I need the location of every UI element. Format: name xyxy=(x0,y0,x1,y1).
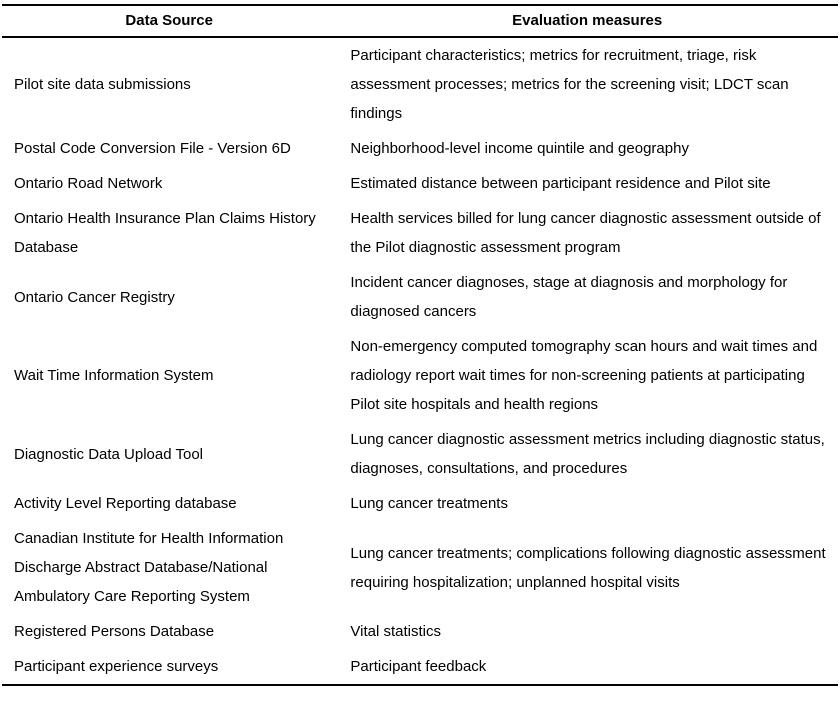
table-row xyxy=(2,131,838,166)
evaluation-measures-cell: Estimated distance between participant residence and Pilot site xyxy=(350,175,771,192)
table-row xyxy=(2,614,838,649)
evaluation-measures-cell: Vital statistics xyxy=(350,623,441,640)
data-source-cell: Diagnostic Data Upload Tool xyxy=(14,445,204,463)
evaluation-measures-cell: Health services billed for lung cancer diagnostic assessment outside of the Pilot diagnostic assessment program xyxy=(350,210,821,256)
evaluation-measures-cell: Lung cancer diagnostic assessment metrics including diagnostic status, diagnoses, consultations, and procedures xyxy=(350,431,825,477)
data-sources-table xyxy=(2,4,838,686)
evaluation-measures-cell: Lung cancer treatments; complications following diagnostic assessment requiring hospitalization; unplanned hospital visits xyxy=(350,544,826,591)
table-row xyxy=(2,329,838,422)
table-header xyxy=(2,5,838,37)
table-body xyxy=(2,37,838,685)
evaluation-measures-cell: Lung cancer treatments xyxy=(350,495,508,512)
data-source-cell: Pilot site data submissions xyxy=(14,76,191,93)
data-source-cell: Ontario Road Network xyxy=(14,175,163,192)
data-source-cell: Participant experience surveys xyxy=(14,658,219,675)
table-row xyxy=(2,649,838,685)
table-row xyxy=(2,422,838,486)
data-source-cell: Ontario Cancer Registry xyxy=(14,288,175,306)
table-row xyxy=(2,201,838,265)
data-source-cell: Canadian Institute for Health Information Discharge Abstract Database/National Ambulatory Care Reporting System xyxy=(14,530,284,605)
table-row xyxy=(2,166,838,201)
evaluation-measures-cell: Non-emergency computed tomography scan hours and wait times and radiology report wait times for non-screening patients at participating Pilot site hospitals and health regions xyxy=(350,338,818,413)
evaluation-measures-cell: Participant feedback xyxy=(350,658,487,675)
evaluation-measures-cell: Neighborhood-level income quintile and geography xyxy=(350,140,689,157)
data-source-cell: Activity Level Reporting database xyxy=(14,495,237,512)
table-row xyxy=(2,521,838,614)
header-evaluation-measures: Evaluation measures xyxy=(336,5,838,37)
data-source-cell: Wait Time Information System xyxy=(14,367,214,384)
header-row xyxy=(2,5,838,37)
data-source-cell: Registered Persons Database xyxy=(14,623,215,640)
header-data-source: Data Source xyxy=(2,5,336,37)
evaluation-measures-cell: Participant characteristics; metrics for recruitment, triage, risk assessment processes; metrics for the screening visit; LDCT scan findings xyxy=(350,47,789,122)
data-source-cell: Postal Code Conversion File - Version 6D xyxy=(14,140,291,157)
table-row xyxy=(2,37,838,131)
table-row xyxy=(2,486,838,521)
data-source-cell: Ontario Health Insurance Plan Claims History Database xyxy=(14,210,316,256)
table-row xyxy=(2,265,838,329)
evaluation-measures-cell: Incident cancer diagnoses, stage at diagnosis and morphology for diagnosed cancers xyxy=(350,274,788,320)
